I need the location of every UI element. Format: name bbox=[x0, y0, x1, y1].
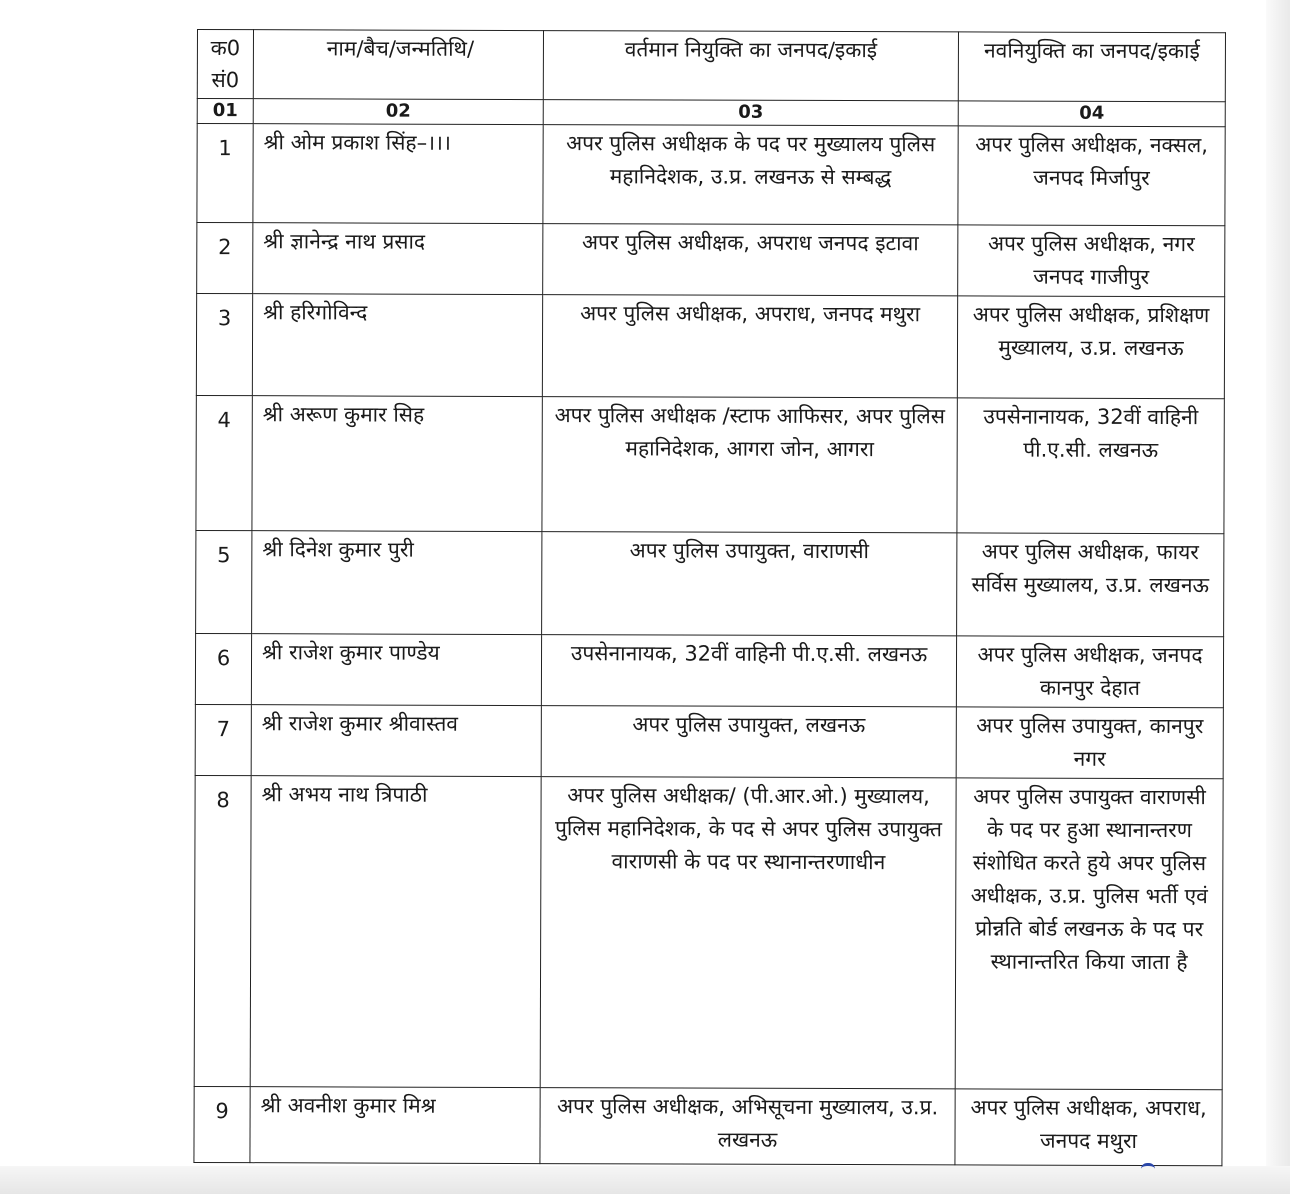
officer-name: श्री अभय नाथ त्रिपाठी bbox=[250, 776, 541, 1088]
serial-number: 7 bbox=[195, 704, 251, 775]
serial-number: 4 bbox=[196, 395, 252, 530]
officer-name: श्री हरिगोविन्द bbox=[252, 294, 542, 397]
new-posting: अपर पुलिस उपायुक्त, कानपुर नगर bbox=[956, 707, 1223, 779]
new-posting: अपर पुलिस अधीक्षक, नगर जनपद गाजीपुर bbox=[958, 225, 1225, 297]
table-row bbox=[194, 1086, 1222, 1165]
current-posting: उपसेनानायक, 32वीं वाहिनी पी.ए.सी. लखनऊ bbox=[541, 635, 956, 707]
new-posting: अपर पुलिस अधीक्षक, अपराध, जनपद मथुरा bbox=[955, 1089, 1222, 1166]
header-current-posting: वर्तमान नियुक्ति का जनपद/इकाई bbox=[543, 31, 958, 101]
serial-number: 1 bbox=[197, 124, 253, 223]
current-posting: अपर पुलिस उपायुक्त, लखनऊ bbox=[541, 706, 956, 778]
new-posting: अपर पुलिस अधीक्षक, फायर सर्विस मुख्यालय, उ.प्र. लखनऊ bbox=[957, 533, 1224, 637]
officer-name: श्री दिनेश कुमार पुरी bbox=[252, 531, 542, 635]
serial-number: 9 bbox=[194, 1086, 250, 1162]
new-posting: अपर पुलिस अधीक्षक, प्रशिक्षण मुख्यालय, उ.प्र. लखनऊ bbox=[957, 296, 1224, 399]
current-posting: अपर पुलिस उपायुक्त, वाराणसी bbox=[542, 532, 957, 636]
officer-name: श्री अवनीश कुमार मिश्र bbox=[250, 1087, 540, 1164]
header-name: नाम/बैच/जन्मतिथि/ bbox=[253, 30, 543, 100]
table-row bbox=[197, 223, 1225, 297]
header-serial-no: क0 सं0 bbox=[197, 30, 253, 99]
column-number-3: 03 bbox=[543, 100, 958, 126]
current-posting: अपर पुलिस अधीक्षक के पद पर मुख्यालय पुलिस महानिदेशक, उ.प्र. लखनऊ से सम्बद्ध bbox=[543, 125, 958, 225]
officer-name: श्री राजेश कुमार श्रीवास्तव bbox=[251, 705, 541, 777]
officer-name: श्री ज्ञानेन्द्र नाथ प्रसाद bbox=[253, 223, 543, 295]
table-row bbox=[195, 633, 1223, 707]
column-number-1: 01 bbox=[197, 99, 253, 124]
column-number-2: 02 bbox=[253, 99, 543, 125]
current-posting: अपर पुलिस अधीक्षक, अपराध जनपद इटावा bbox=[543, 224, 958, 296]
serial-number: 6 bbox=[195, 633, 251, 704]
transfer-order-table bbox=[193, 29, 1226, 1166]
current-posting: अपर पुलिस अधीक्षक/ (पी.आर.ओ.) मुख्यालय, पुलिस महानिदेशक, के पद से अपर पुलिस उपायुक्त वाराणसी के पद पर स्थानान्तरणाधीन bbox=[540, 777, 956, 1089]
new-posting: अपर पुलिस अधीक्षक, नक्सल, जनपद मिर्जापुर bbox=[958, 126, 1225, 226]
serial-number: 2 bbox=[197, 223, 253, 294]
new-posting: उपसेनानायक, 32वीं वाहिनी पी.ए.सी. लखनऊ bbox=[957, 398, 1224, 534]
table-row bbox=[195, 704, 1223, 778]
officer-name: श्री राजेश कुमार पाण्डेय bbox=[251, 634, 541, 706]
officer-name: श्री अरूण कुमार सिह bbox=[252, 396, 542, 532]
ink-mark bbox=[1141, 1163, 1155, 1172]
table-row bbox=[194, 775, 1223, 1089]
page-bottom-edge bbox=[0, 1166, 1290, 1194]
officer-name: श्री ओम प्रकाश सिंह–।।। bbox=[253, 124, 543, 224]
header-new-posting: नवनियुक्ति का जनपद/इकाई bbox=[958, 32, 1225, 102]
column-number-row bbox=[197, 99, 1225, 127]
serial-number: 8 bbox=[194, 775, 251, 1086]
page-edge-shadow bbox=[1266, 0, 1290, 1194]
current-posting: अपर पुलिस अधीक्षक /स्टाफ आफिसर, अपर पुलिस महानिदेशक, आगरा जोन, आगरा bbox=[542, 397, 957, 533]
serial-number: 3 bbox=[196, 294, 252, 396]
column-number-4: 04 bbox=[958, 101, 1225, 127]
current-posting: अपर पुलिस अधीक्षक, अपराध, जनपद मथुरा bbox=[542, 295, 957, 398]
serial-number: 5 bbox=[196, 530, 252, 633]
table-row bbox=[196, 395, 1224, 533]
table-row bbox=[197, 124, 1225, 226]
current-posting: अपर पुलिस अधीक्षक, अभिसूचना मुख्यालय, उ.प्र. लखनऊ bbox=[540, 1088, 955, 1165]
table-row bbox=[196, 530, 1224, 636]
new-posting: अपर पुलिस अधीक्षक, जनपद कानपुर देहात bbox=[956, 636, 1223, 708]
table-header-row bbox=[197, 30, 1225, 102]
new-posting: अपर पुलिस उपायुक्त वाराणसी के पद पर हुआ स्थानान्तरण संशोधित करते हुये अपर पुलिस अधीक्षक, उ.प्र. पुलिस भर्ती एवं प्रोन्नति बोर्ड लखनऊ के पद पर स्थानान्तरित किया जाता है bbox=[955, 778, 1223, 1090]
table-row bbox=[196, 294, 1224, 399]
